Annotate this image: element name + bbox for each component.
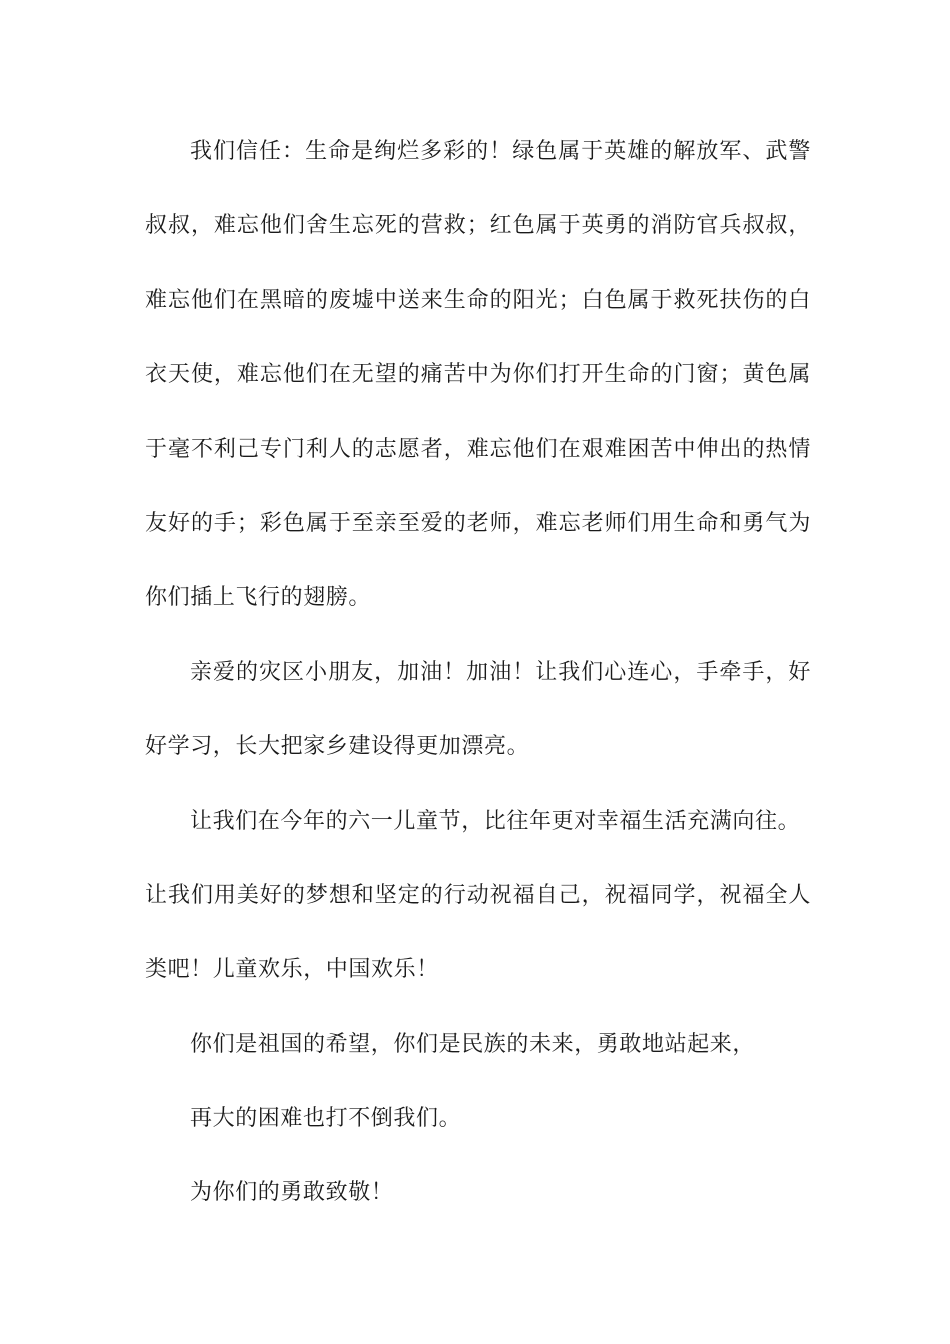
paragraph-6: 为你们的勇敢致敬！ — [190, 1180, 394, 1206]
paragraph-3-line-1: 让我们在今年的六一儿童节，比往年更对幸福生活充满向往。 — [190, 808, 801, 834]
paragraph-5: 再大的困难也打不倒我们。 — [190, 1106, 462, 1132]
body-text — [145, 128, 811, 1244]
paragraph-1-line-7: 你们插上飞行的翅膀。 — [145, 585, 372, 611]
paragraph-1-line-1: 我们信任：生命是绚烂多彩的！绿色属于英雄的解放军、武警 — [190, 139, 811, 164]
paragraph-4: 你们是祖国的希望，你们是民族的未来，勇敢地站起来， — [190, 1031, 756, 1057]
paragraph-3-line-3: 类吧！儿童欢乐，中国欢乐！ — [145, 957, 439, 983]
paragraph-1-line-5: 于毫不利己专门利人的志愿者，难忘他们在艰难困苦中伸出的热情 — [145, 436, 811, 462]
paragraph-3-line-2: 让我们用美好的梦想和坚定的行动祝福自己，祝福同学，祝福全人 — [145, 882, 811, 908]
paragraph-1-line-4: 衣天使，难忘他们在无望的痛苦中为你们打开生命的门窗；黄色属 — [145, 362, 811, 388]
paragraph-1-line-6: 友好的手；彩色属于至亲至爱的老师，难忘老师们用生命和勇气为 — [145, 510, 811, 536]
paragraph-1-line-3: 难忘他们在黑暗的废墟中送来生命的阳光；白色属于救死扶伤的白 — [145, 287, 811, 313]
paragraph-2-line-1: 亲爱的灾区小朋友，加油！加油！让我们心连心，手牵手，好 — [190, 659, 811, 685]
paragraph-1-line-2: 叔叔，难忘他们舍生忘死的营救；红色属于英勇的消防官兵叔叔， — [145, 213, 811, 239]
paragraph-2-line-2: 好学习，长大把家乡建设得更加漂亮。 — [145, 734, 530, 760]
